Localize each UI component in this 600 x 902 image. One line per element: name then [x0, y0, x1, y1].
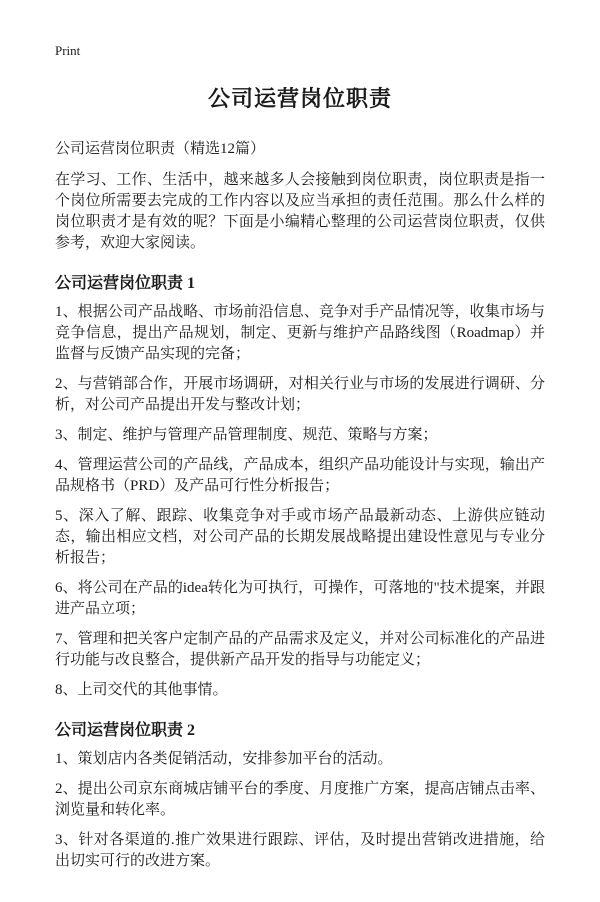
intro-paragraph: 在学习、工作、生活中，越来越多人会接触到岗位职责，岗位职责是指一个岗位所需要去完成的工作内容以及应当承担的责任范围。那么什么样的岗位职责才是有效的呢？下面是小编精心整理的公司运营岗位职责，仅供参考，欢迎大家阅读。 — [55, 172, 545, 251]
print-link[interactable]: Print — [55, 43, 81, 58]
section-1-item-8: 8、上司交代的其他事情。 — [55, 682, 228, 698]
section-1-item-5: 5、深入了解、跟踪、收集竞争对手或市场产品最新动态、上游供应链动态，输出相应文档，对公司产品的长期发展战略提出建设性意见与专业分析报告； — [55, 508, 545, 566]
section-1-item-6: 6、将公司在产品的idea转化为可执行，可操作，可落地的"技术提案，并跟进产品立项； — [55, 580, 545, 617]
section-1-heading: 公司运营岗位职责 1 — [55, 275, 196, 292]
doc-subtitle: 公司运营岗位职责（精选12篇） — [55, 141, 266, 157]
section-1-item-7: 7、管理和把关客户定制产品的产品需求及定义，并对公司标准化的产品进行功能与改良整合，提供新产品开发的指导与功能定义； — [55, 631, 545, 668]
section-2-item-3: 3、针对各渠道的.推广效果进行跟踪、评估，及时提出营销改进措施，给出切实可行的改进方案。 — [55, 832, 545, 869]
section-1-item-3: 3、制定、维护与管理产品管理制度、规范、策略与方案； — [55, 427, 438, 443]
section-1-item-4: 4、管理运营公司的产品线，产品成本，组织产品功能设计与实现，输出产品规格书（PRD）及产品可行性分析报告； — [55, 457, 545, 494]
section-1-item-1: 1、根据公司产品战略、市场前沿信息、竞争对手产品情况等，收集市场与竞争信息，提出产品规划，制定、更新与维护产品路线图（Roadmap）并监督与反馈产品实现的完备； — [55, 304, 545, 362]
section-2-item-1: 1、策划店内各类促销活动，安排参加平台的活动。 — [55, 751, 393, 767]
section-1-item-2: 2、与营销部合作，开展市场调研，对相关行业与市场的发展进行调研、分析，对公司产品提出开发与整改计划； — [55, 376, 545, 413]
page-title: 公司运营岗位职责 — [207, 86, 392, 111]
section-2-heading: 公司运营岗位职责 2 — [55, 722, 196, 739]
section-2-item-2: 2、提出公司京东商城店铺平台的季度、月度推广方案，提高店铺点击率、浏览量和转化率。 — [55, 781, 545, 818]
